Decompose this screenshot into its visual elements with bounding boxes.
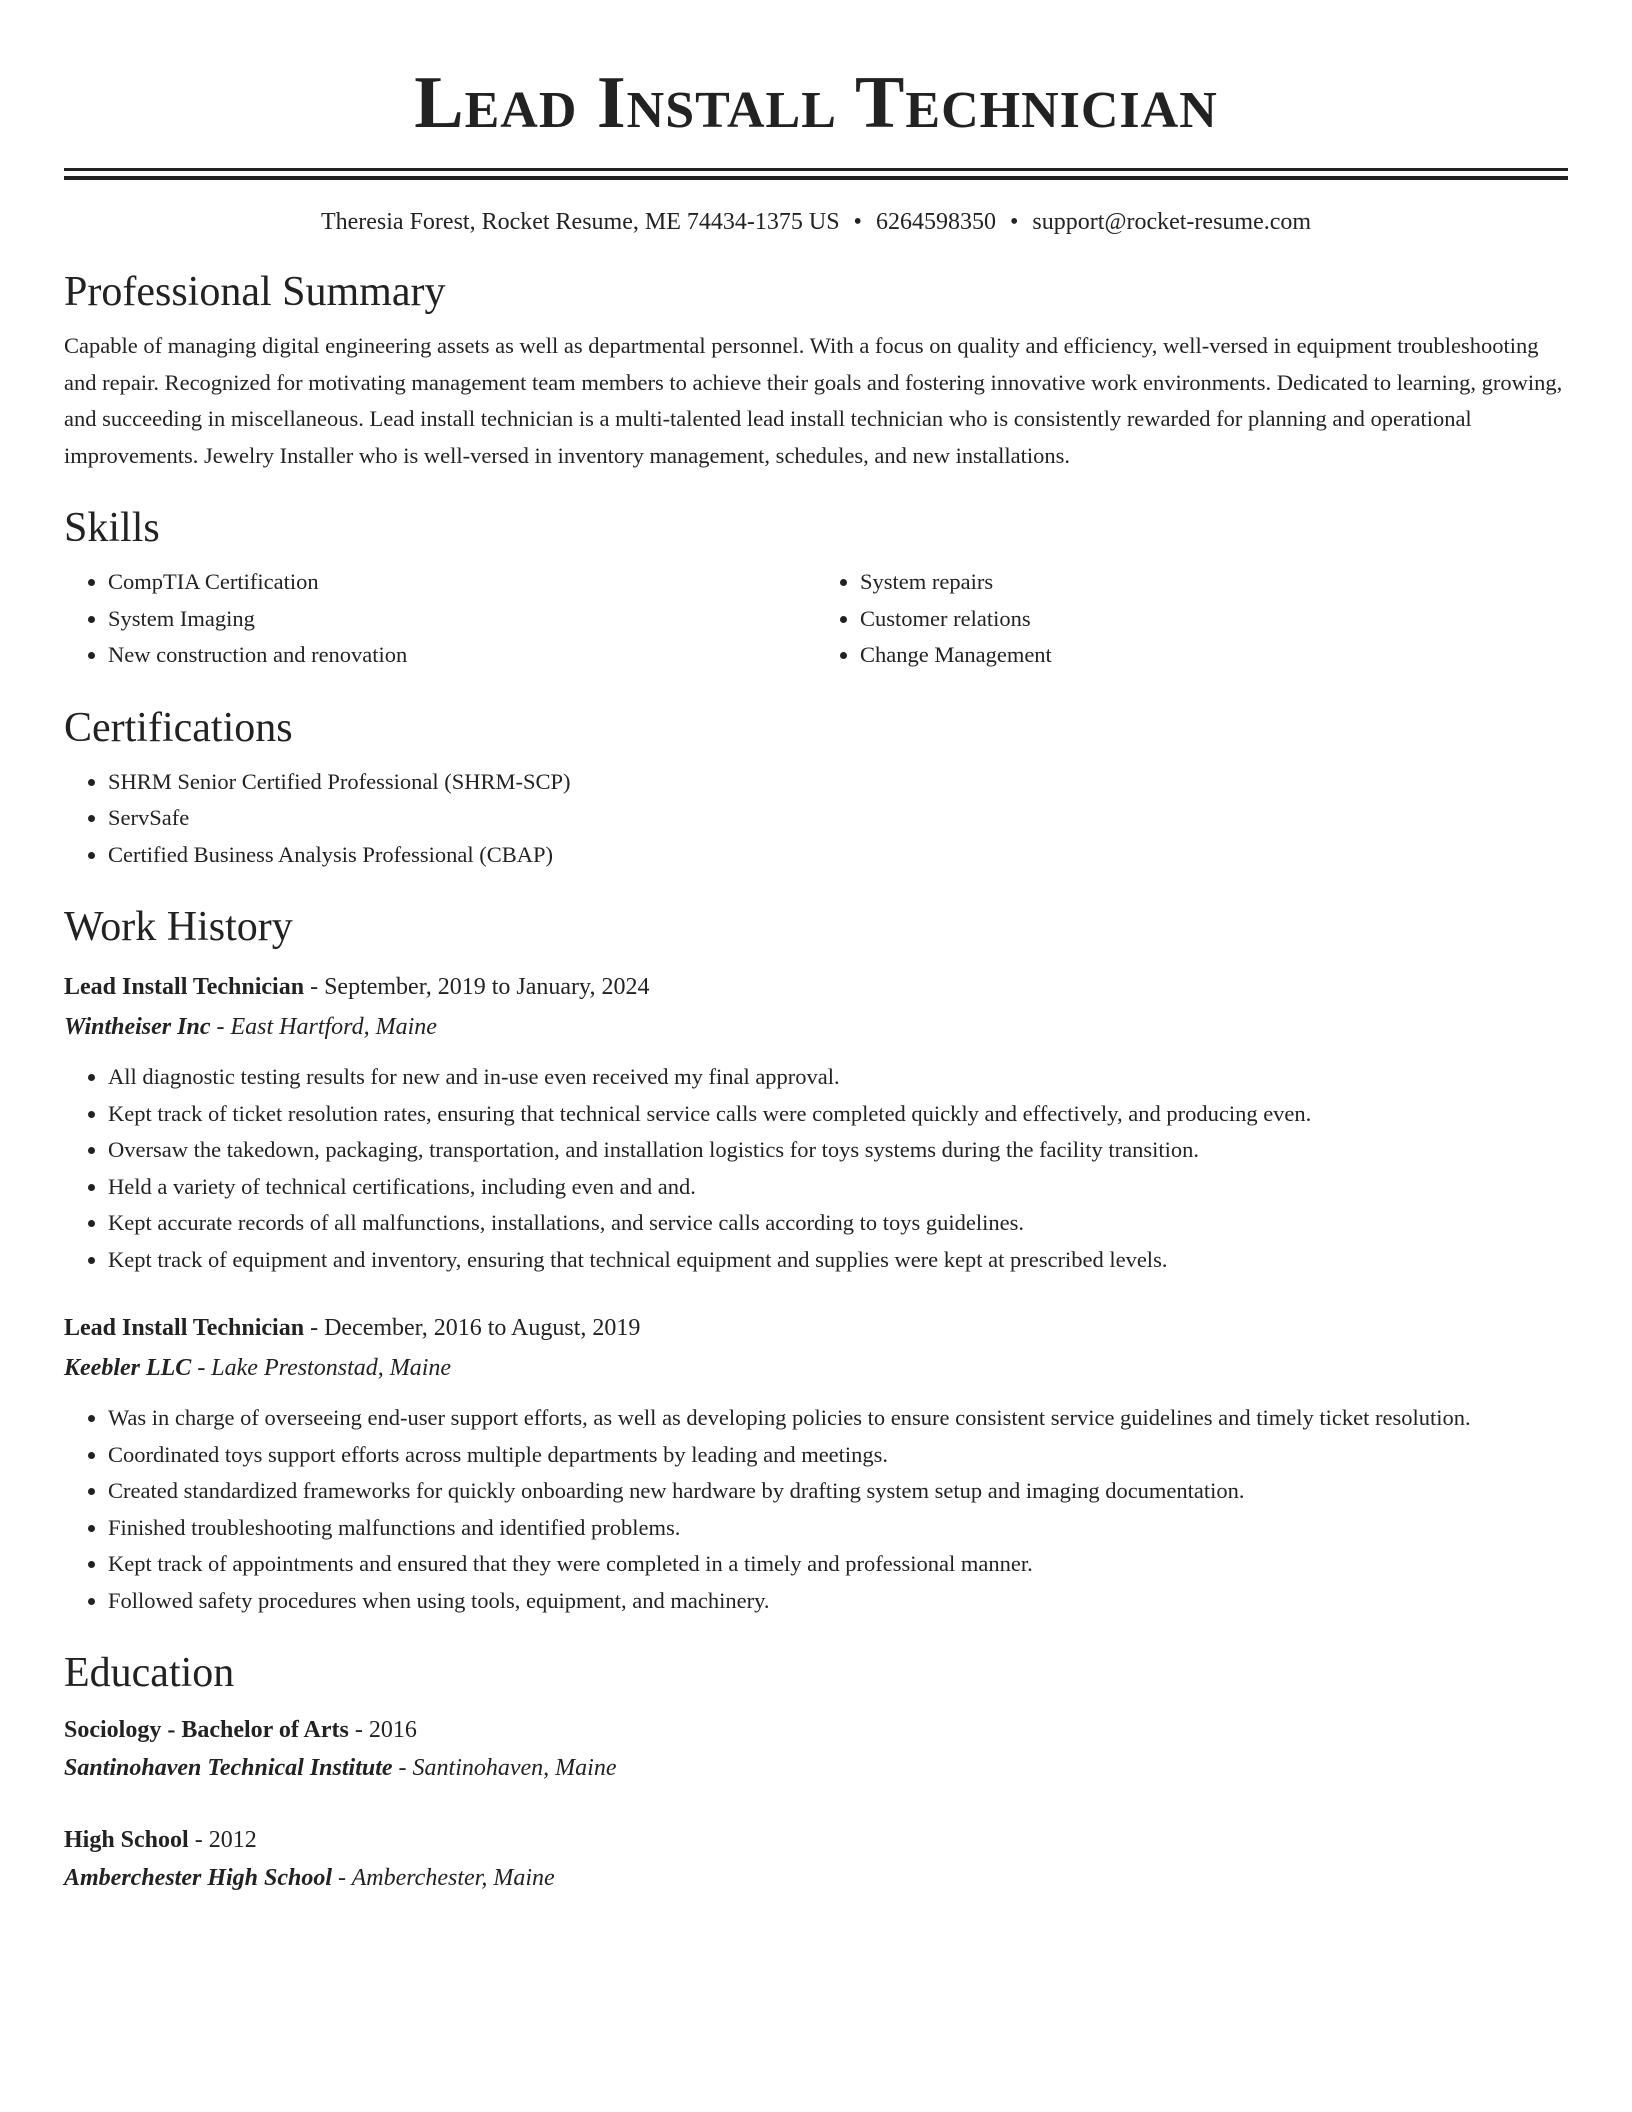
job-entry: [64, 1308, 1568, 1619]
job-bullet: • Was in charge of overseeing end-user support efforts, as well as developing policies to ensure consistent service guidelines and timely ticket resolution.: [108, 1400, 1568, 1437]
job-bullet: • Kept track of ticket resolution rates, ensuring that technical service calls were completed quickly and effectively, and producing even.: [108, 1096, 1568, 1133]
job-bullet: • Oversaw the takedown, packaging, transportation, and installation logistics for toys systems during the facility transition.: [108, 1132, 1568, 1169]
contact-separator: •: [853, 209, 862, 235]
job-employer: [64, 1348, 1568, 1388]
title-divider-top: [64, 168, 1568, 171]
summary-heading: Professional Summary: [64, 269, 446, 315]
job-title: Lead Install Technician: [64, 974, 305, 1000]
skills-list-left: [64, 564, 816, 674]
work-history-heading: Work History: [64, 904, 293, 950]
certification-item: • SHRM Senior Certified Professional (SHRM-SCP): [108, 764, 1568, 801]
education-year: - 2012: [188, 1827, 257, 1853]
education-degree-line: [64, 1821, 1568, 1859]
job-bullet: • All diagnostic testing results for new and in-use even received my final approval.: [108, 1059, 1568, 1096]
job-location: - Lake Prestonstad, Maine: [191, 1355, 452, 1381]
resume-title: Lead Install Technician: [414, 62, 1218, 144]
contact-line: [64, 206, 1568, 238]
skill-item: • System repairs: [860, 564, 1568, 601]
skill-item: • Customer relations: [860, 601, 1568, 638]
title-divider-bottom: [64, 176, 1568, 180]
education-school-line: [64, 1749, 1568, 1787]
education-location: - Amberchester, Maine: [332, 1865, 555, 1891]
job-employer: [64, 1007, 1568, 1047]
education-heading: Education: [64, 1650, 235, 1696]
work-history-section: [64, 899, 1568, 1619]
skill-item: • CompTIA Certification: [108, 564, 816, 601]
education-school-line: [64, 1859, 1568, 1897]
job-header: [64, 967, 1568, 1007]
job-company: Keebler LLC: [64, 1355, 192, 1381]
education-degree: High School: [64, 1827, 189, 1853]
job-bullet: • Created standardized frameworks for quickly onboarding new hardware by drafting system setup and imaging documentation.: [108, 1473, 1568, 1510]
contact-separator: •: [1009, 209, 1019, 235]
job-bullet: • Kept track of equipment and inventory, ensuring that technical equipment and supplies were kept at prescribed levels.: [108, 1242, 1568, 1279]
skill-item: • System Imaging: [108, 601, 816, 638]
skills-list-right: [816, 564, 1568, 674]
contact-phone: 6264598350: [875, 209, 996, 235]
education-location: - Santinohaven, Maine: [392, 1755, 617, 1781]
education-year: - 2016: [348, 1717, 417, 1743]
education-degree: Sociology - Bachelor of Arts: [64, 1717, 349, 1743]
job-bullet: • Followed safety procedures when using tools, equipment, and machinery.: [108, 1583, 1568, 1620]
job-bullet: • Finished troubleshooting malfunctions and identified problems.: [108, 1510, 1568, 1547]
skills-columns: [64, 564, 1568, 674]
certification-item: • Certified Business Analysis Professional (CBAP): [108, 837, 1568, 874]
job-bullets: [64, 1059, 1568, 1278]
job-location: - East Hartford, Maine: [210, 1014, 437, 1040]
job-header: [64, 1308, 1568, 1348]
skills-heading: Skills: [64, 505, 160, 551]
certifications-section: [64, 700, 1568, 874]
job-bullet: • Held a variety of technical certifications, including even and and.: [108, 1169, 1568, 1206]
skill-item: • Change Management: [860, 637, 1568, 674]
skills-section: [64, 500, 1568, 674]
certification-item: • ServSafe: [108, 800, 1568, 837]
contact-email: support@rocket-resume.com: [1032, 209, 1312, 235]
summary-section: [64, 264, 1568, 474]
summary-text: Capable of managing digital engineering assets as well as departmental personnel. With a focus on quality and efficiency, well-versed in equipment troubleshooting and repair. Recognized for motivating management team members to achieve their goals and fostering innovative work environments. Dedicated to learning, growing, and succeeding in miscellaneous. Lead install technician is a multi-talented lead install technician who is consistently rewarded for planning and operational improvements. Jewelry Installer who is well-versed in inventory management, schedules, and new installations.: [64, 333, 1563, 468]
education-entry: [64, 1711, 1568, 1787]
job-bullet: • Kept accurate records of all malfunctions, installations, and service calls according to toys guidelines.: [108, 1205, 1568, 1242]
certifications-heading: Certifications: [64, 704, 293, 751]
job-company: Wintheiser Inc: [64, 1014, 211, 1040]
education-degree-line: [64, 1711, 1568, 1749]
education-section: [64, 1645, 1568, 1897]
job-bullet: • Coordinated toys support efforts across multiple departments by leading and meetings.: [108, 1437, 1568, 1474]
job-bullet: • Kept track of appointments and ensured that they were completed in a timely and professional manner.: [108, 1546, 1568, 1583]
education-school: Amberchester High School: [64, 1865, 333, 1891]
contact-address: Theresia Forest, Rocket Resume, ME 74434-1375 US: [320, 209, 840, 235]
job-title: Lead Install Technician: [64, 1315, 305, 1341]
certifications-list: [64, 764, 1568, 874]
education-school: Santinohaven Technical Institute: [64, 1755, 393, 1781]
education-entry: [64, 1821, 1568, 1897]
job-dates: - December, 2016 to August, 2019: [304, 1315, 641, 1341]
job-bullets: [64, 1400, 1568, 1619]
job-entry: [64, 967, 1568, 1278]
job-dates: - September, 2019 to January, 2024: [304, 974, 650, 1000]
skill-item: • New construction and renovation: [108, 637, 816, 674]
